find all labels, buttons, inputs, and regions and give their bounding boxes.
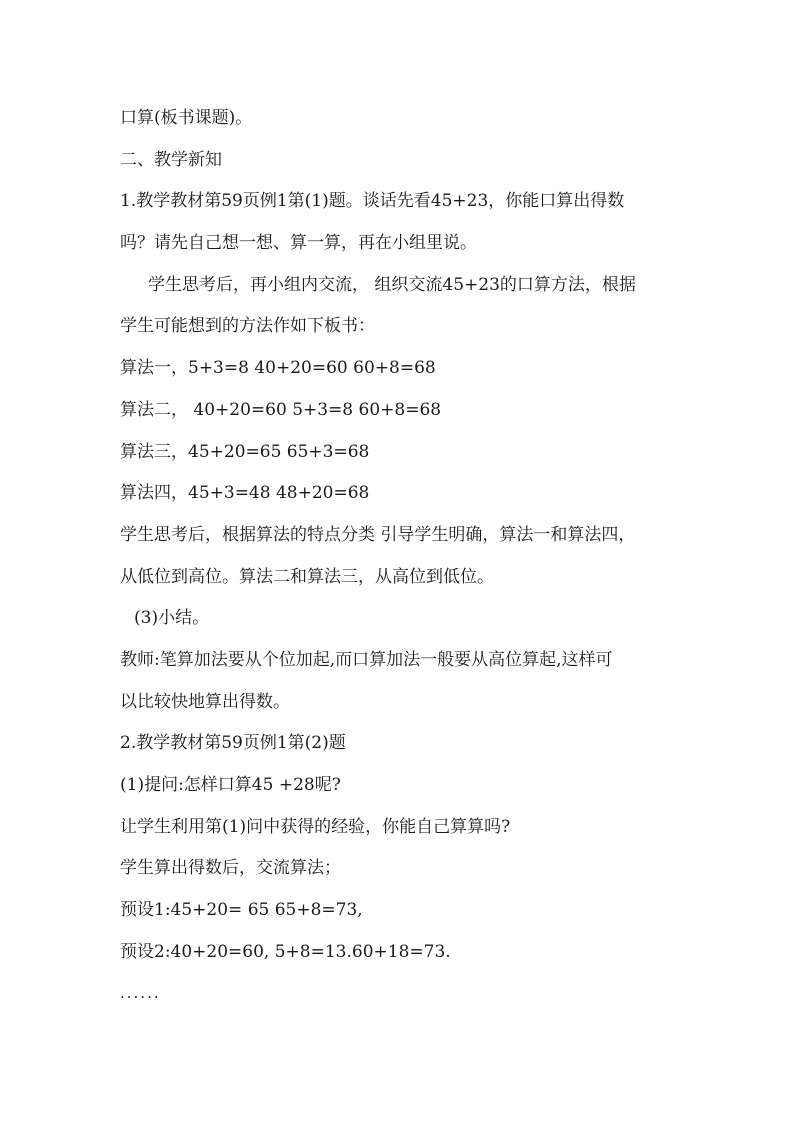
text-line: 学生可能想到的方法作如下板书： (120, 316, 375, 337)
document-body (120, 98, 680, 1015)
ellipsis: ...... (120, 984, 161, 1003)
text-line: 让学生利用第(1)问中获得的经验，你能自己算算吗? (120, 816, 511, 837)
summary-heading: (3)小结。 (134, 608, 210, 629)
method-line: 算法二， 40+20=60 5+3=8 60+8=68 (120, 399, 442, 420)
method-line: 算法三，45+20=65 65+3=68 (120, 441, 370, 462)
text-line: 教师:笔算加法要从个位加起,而口算加法一般要从高位算起,这样可 (120, 649, 613, 670)
method-line: 算法四，45+3=48 48+20=68 (120, 483, 370, 504)
preset-line: 预设1:45+20= 65 65+8=73, (120, 900, 363, 921)
text-line: 学生思考后，根据算法的特点分类 引导学生明确，算法一和算法四， (120, 524, 636, 545)
section-heading: 二、教学新知 (120, 149, 222, 170)
text-line: 2.教学教材第59页例1第(2)题 (120, 733, 346, 754)
text-line: 从低位到高位。算法二和算法三，从高位到低位。 (120, 566, 494, 587)
text-line: 以比较快地算出得数。 (120, 691, 290, 712)
preset-line: 预设2:40+20=60, 5+8=13.60+18=73. (120, 941, 451, 962)
text-line: (1)提问:怎样口算45 +28呢? (120, 775, 341, 795)
method-line: 算法一，5+3=8 40+20=60 60+8=68 (120, 358, 436, 379)
text-line: 学生思考后，再小组内交流， 组织交流45+23的口算方法，根据 (148, 274, 636, 295)
text-line: 吗？请先自己想一想、算一算，再在小组里说。 (120, 233, 477, 254)
text-line: 1.教学教材第59页例1第(1)题。谈话先看45+23，你能口算出得数 (120, 191, 625, 212)
text-line: 学生算出得数后，交流算法； (120, 858, 341, 879)
text-line: 口算(板书课题)。 (120, 108, 253, 128)
